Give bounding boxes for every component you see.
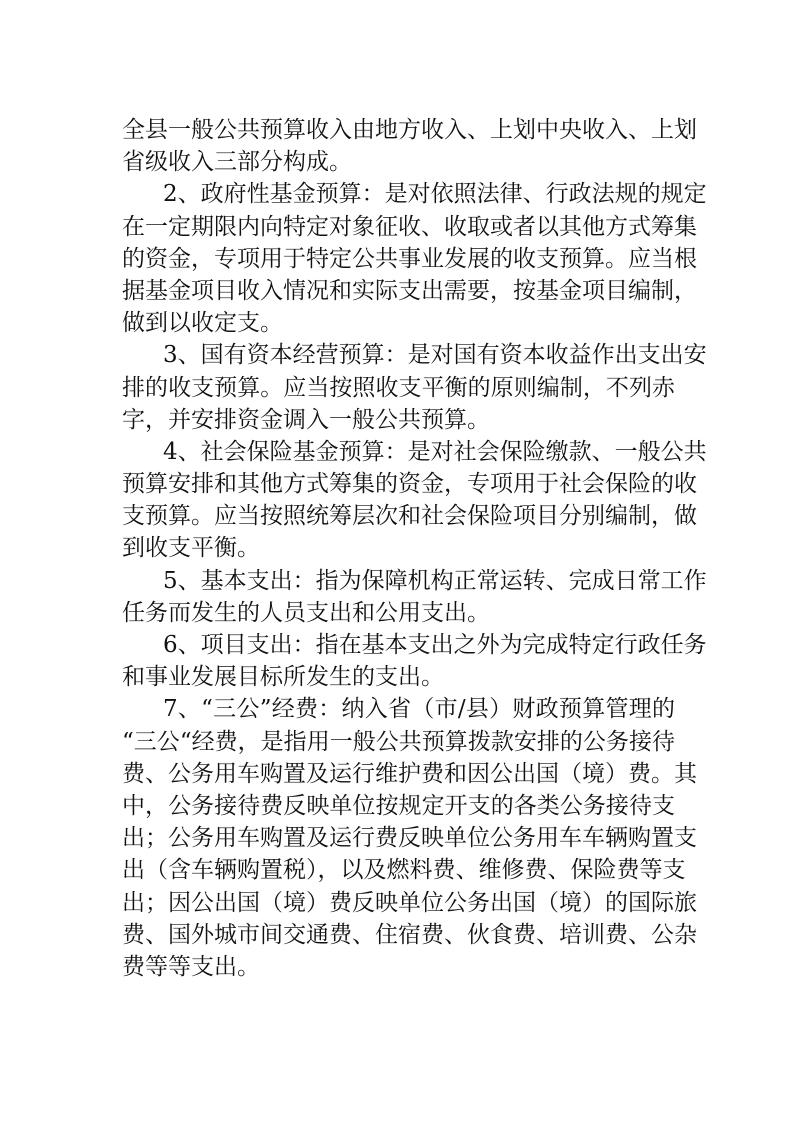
text-line: 支预算。应当按照统筹层次和社会保险项目分别编制，做 [122, 503, 697, 530]
text-line: 出（含车辆购置税），以及燃料费、维修费、保险费等支 [122, 857, 686, 884]
text-line: 费、公务用车购置及运行维护费和因公出国（境）费。其 [122, 760, 697, 787]
text-line: 到收支平衡。 [122, 535, 260, 562]
text-line: 费、国外城市间交通费、住宿费、伙食费、培训费、公杂 [122, 921, 697, 948]
paragraph-heading-line: 7、“三公”经费：纳入省（市/县）财政预算管理的 [163, 696, 675, 723]
text-line: 全县一般公共预算收入由地方收入、上划中央收入、上划 [122, 117, 697, 143]
text-line: 据基金项目收入情况和实际支出需要，按基金项目编制， [122, 277, 697, 304]
paragraph-heading-line: 2、政府性基金预算：是对依照法律、行政法规的规定 [163, 181, 707, 208]
paragraph-heading-line: 5、基本支出：指为保障机构正常运转、完成日常工作 [163, 567, 707, 594]
text-line: 在一定期限内向特定对象征收、收取或者以其他方式筹集 [122, 213, 697, 240]
text-line: 任务而发生的人员支出和公用支出。 [122, 599, 490, 626]
text-line: 中，公务接待费反映单位按规定开支的各类公务接待支 [122, 792, 675, 819]
text-line: “三公“经费，是指用一般公共预算拨款安排的公务接待 [122, 728, 675, 755]
text-line: 省级收入三部分构成。 [122, 149, 352, 176]
text-line: 和事业发展目标所发生的支出。 [122, 664, 444, 691]
text-line: 的资金，专项用于特定公共事业发展的收支预算。应当根 [122, 245, 697, 272]
text-line: 出；公务用车购置及运行费反映单位公务用车车辆购置支 [122, 825, 697, 852]
text-line: 做到以收定支。 [122, 310, 283, 337]
text-line: 预算安排和其他方式筹集的资金，专项用于社会保险的收 [122, 471, 697, 498]
paragraph-heading-line: 3、国有资本经营预算：是对国有资本收益作出支出安 [163, 342, 707, 369]
text-line: 出；因公出国（境）费反映单位公务出国（境）的国际旅 [122, 889, 697, 916]
text-line: 费等等支出。 [122, 953, 260, 980]
document-page [122, 114, 707, 983]
paragraph-heading-line: 6、项目支出：指在基本支出之外为完成特定行政任务 [163, 632, 707, 658]
paragraph-heading-line: 4、社会保险基金预算：是对社会保险缴款、一般公共 [163, 438, 707, 465]
text-line: 字，并安排资金调入一般公共预算。 [122, 406, 490, 433]
text-line: 排的收支预算。应当按照收支平衡的原则编制，不列赤 [122, 374, 675, 401]
